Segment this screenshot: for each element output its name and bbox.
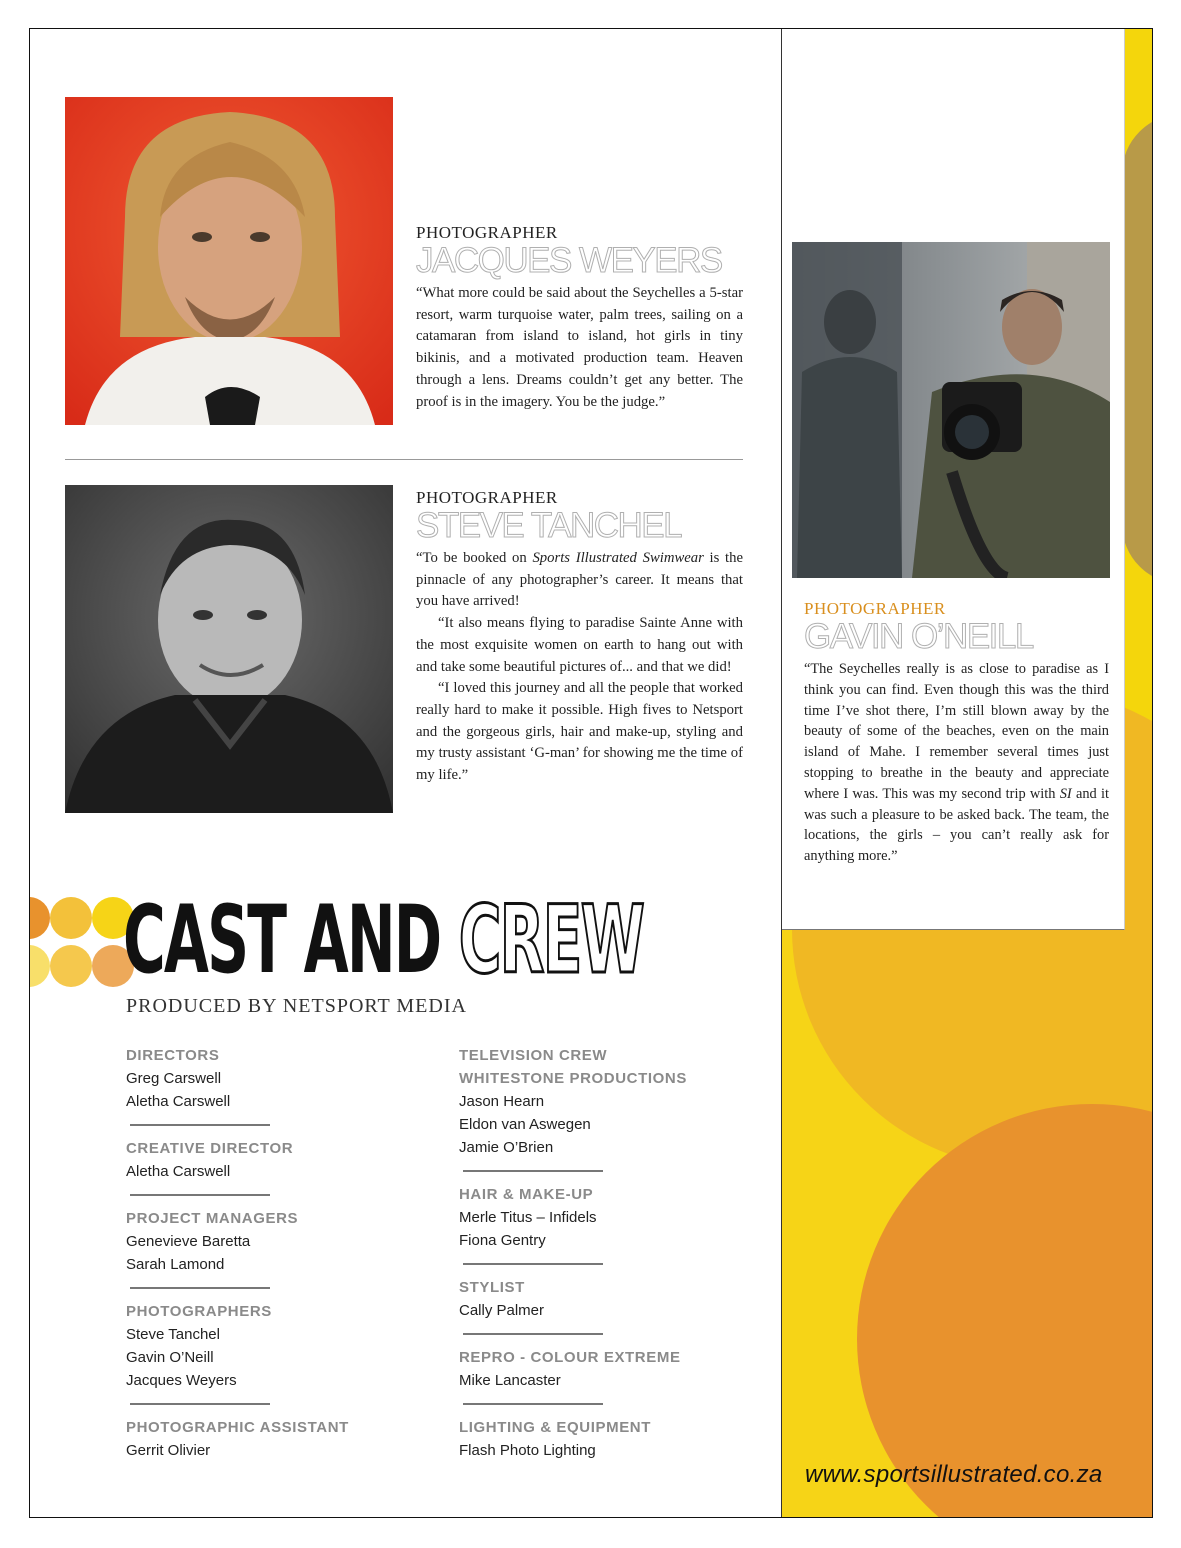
gavin-oneill-photo [792, 242, 1110, 578]
jacques-name: JACQUES WEYERS [416, 241, 722, 280]
jacques-role: PHOTOGRAPHER [416, 223, 558, 242]
crew-member: Eldon van Aswegen [459, 1116, 591, 1133]
steve-name: STEVE TANCHEL [416, 506, 682, 545]
crew-separator [130, 1403, 270, 1405]
sidebar [781, 29, 1153, 1518]
crew-section-title: STYLIST [459, 1279, 525, 1296]
gavin-role: PHOTOGRAPHER [804, 599, 946, 618]
crew-member: Genevieve Baretta [126, 1233, 251, 1250]
crew-separator [130, 1124, 270, 1126]
gavin-name: GAVIN O’NEILL [804, 617, 1033, 656]
crew-member: Fiona Gentry [459, 1232, 546, 1249]
crew-section-title: PHOTOGRAPHERS [126, 1303, 272, 1320]
crew-member: Gavin O’Neill [126, 1349, 214, 1366]
gavin-card [782, 29, 1125, 930]
crew-member: Cally Palmer [459, 1302, 545, 1319]
crew-section-title: CREATIVE DIRECTOR [126, 1140, 294, 1157]
crew-separator [463, 1333, 603, 1335]
crew-member: Aletha Carswell [126, 1093, 231, 1110]
steve-tanchel-photo [65, 485, 393, 813]
crew-section-title: PROJECT MANAGERS [126, 1210, 299, 1227]
crew-section-title: PHOTOGRAPHIC ASSISTANT [126, 1419, 349, 1436]
crew-member: Steve Tanchel [126, 1326, 220, 1343]
crew-list-left [126, 1044, 426, 1462]
crew-member: Flash Photo Lighting [459, 1442, 596, 1459]
jacques-weyers-photo [65, 97, 393, 425]
crew-section-title: TELEVISION CREW [459, 1047, 608, 1064]
section-divider [65, 459, 743, 460]
crew-section-title: REPRO - COLOUR EXTREME [459, 1349, 681, 1366]
gavin-quote: “The Seychelles really is as close to paradise as I think you can find. Even though this was the third time I’ve shot there, I’m still blown away by the beauty of some of the beaches, even on the main island of Mahe. I remember several times just stopping to breathe in the beauty and appreciate where I was. This was my second trip with SI and it was such a pleasure to be asked back. The team, the locations, the girls – you can’t really ask for anything more.” [804, 661, 1109, 865]
cast-and-crew-title: CAST AND CREW [123, 886, 644, 995]
crew-member: Greg Carswell [126, 1070, 222, 1087]
olive-arc-decoration [1122, 114, 1153, 584]
crew-separator [463, 1403, 603, 1405]
steve-role: PHOTOGRAPHER [416, 488, 558, 507]
crew-member: Merle Titus – Infidels [459, 1209, 597, 1226]
crew-separator [463, 1170, 603, 1172]
crew-member: Gerrit Olivier [126, 1442, 211, 1459]
produced-by: PRODUCED BY NETSPORT MEDIA [126, 995, 467, 1017]
crew-section-title: DIRECTORS [126, 1047, 220, 1064]
crew-separator [463, 1263, 603, 1265]
crew-member: Jamie O’Brien [459, 1139, 554, 1156]
website-link[interactable]: www.sportsillustrated.co.za [805, 1461, 1103, 1488]
crew-member: Sarah Lamond [126, 1256, 225, 1273]
crew-list-right [459, 1044, 759, 1462]
crew-section-subtitle: WHITESTONE PRODUCTIONS [459, 1070, 687, 1087]
crew-member: Aletha Carswell [126, 1163, 231, 1180]
crew-member: Mike Lancaster [459, 1372, 561, 1389]
crew-member: Jason Hearn [459, 1093, 545, 1110]
decorative-dots [29, 897, 128, 993]
crew-separator [130, 1194, 270, 1196]
jacques-quote: “What more could be said about the Seychelles a 5-star resort, warm turquoise water, palm trees, sailing on a catamaran from island to island, hot girls in tiny bikinis, and a motivated production team. Heaven through a lens. Dreams couldn’t get any better. The proof is in the imagery. You be the judge.” [416, 285, 743, 410]
crew-section-title: LIGHTING & EQUIPMENT [459, 1419, 651, 1436]
crew-separator [130, 1287, 270, 1289]
page-frame [29, 28, 1153, 1518]
crew-member: Jacques Weyers [126, 1372, 237, 1389]
steve-quote: “To be booked on Sports Illustrated Swimwear is the pinnacle of any photographer’s career. It means that you have arrived! “It also means flying to paradise Sainte Anne with the most exquisite women on earth to hang out with and take some beautiful pictures of... and that we did! “I loved this journey and all the people that worked really hard to make it possible. High fives to Netsport and the gorgeous girls, hair and make-up, styling and my trusty assistant ‘G-man’ for showing me the time of my life.” [416, 550, 743, 784]
crew-section-title: HAIR & MAKE-UP [459, 1186, 594, 1203]
